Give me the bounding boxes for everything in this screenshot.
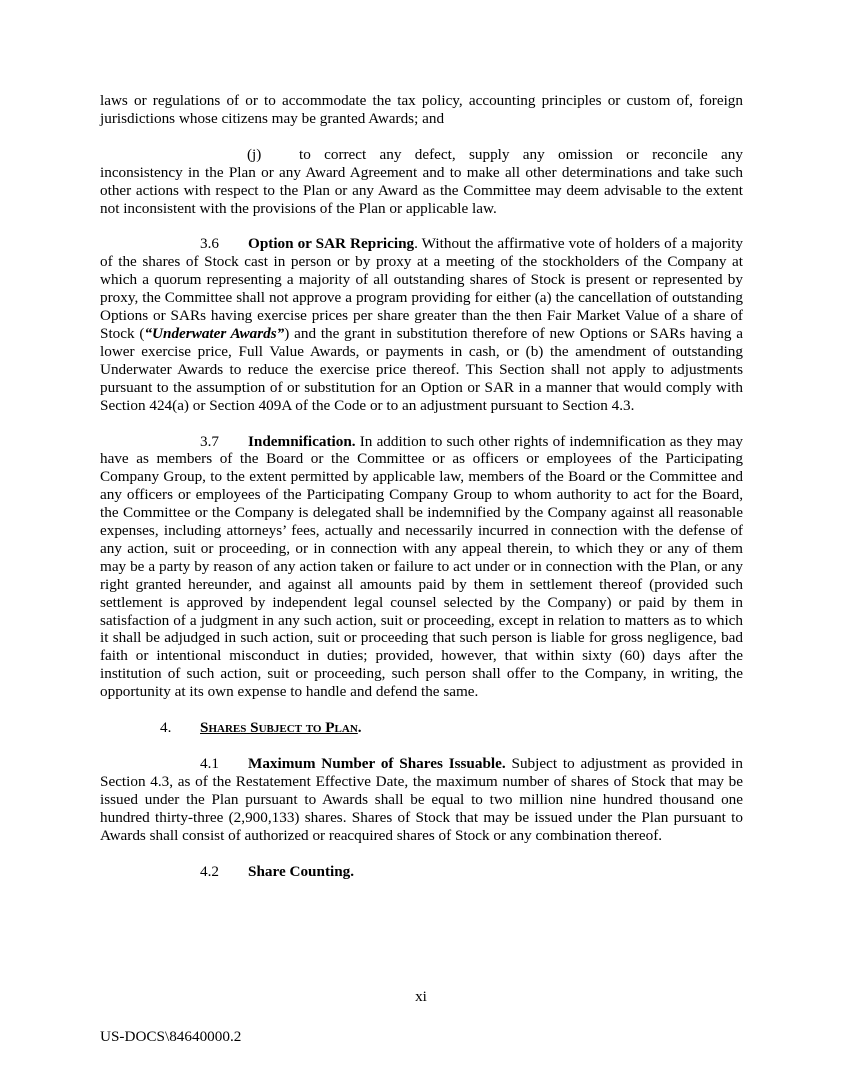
document-page xyxy=(100,92,743,880)
section-title: Indemnification. xyxy=(248,432,356,450)
section-title: Option or SAR Repricing xyxy=(248,235,415,253)
paragraph-text: laws or regulations of or to accommodate the tax policy, accounting principles or custom of, foreign jurisdictions whose citizens may be granted Awards; and xyxy=(100,92,743,127)
document-id: US-DOCS\84640000.2 xyxy=(100,1028,242,1045)
section-title: Shares Subject to Plan xyxy=(200,719,358,737)
defined-term: “Underwater Awards” xyxy=(144,324,285,342)
item-number: (j) xyxy=(247,145,262,163)
section-number: 4.1 xyxy=(200,755,219,772)
section-title: Share Counting. xyxy=(248,862,355,880)
paragraph-continuation xyxy=(100,92,743,128)
section-4-heading xyxy=(100,719,743,737)
section-number: 3.7 xyxy=(200,432,219,450)
section-4-2 xyxy=(100,863,743,881)
section-title: Maximum Number of Shares Issuable. xyxy=(248,755,506,772)
section-number: 3.6 xyxy=(200,235,219,253)
paragraph-text: ) and the grant in substitution therefore of new Options or SARs having a lower exercise price, Full Value Awards, or payments in cash, or (b) the amendment of outstanding Underwater Awards to reduce the exercise price thereof. This Section shall not apply to adjustments pursuant to the assumption of or substitution for an Option or SAR in a manner that would comply with Section 424(a) or Section 409A of the Code or to an adjustment pursuant to Section 4.3. xyxy=(100,324,744,414)
section-number: 4.2 xyxy=(200,862,219,880)
paragraph-text: . Without the affirmative vote of holders of a majority of the shares of Stock cast in person or by proxy at a meeting of the stockholders of the Company at which a quorum representing a majority of all outstanding shares of Stock is present or represented by proxy, the Committee shall not approve a program providing for either (a) the cancellation of outstanding Options or SARs having exercise prices per share greater than the then Fair Market Value of a share of Stock ( xyxy=(100,235,743,342)
paragraph-text: In addition to such other rights of indemnification as they may have as members of the Board or the Committee or as officers or employees of the Participating Company Group, to the extent permitted by applicable law, members of the Board or the Committee and any officers or employees of the Participating Company Group to whom authority to act for the Board, the Committee or the Company is delegated shall be indemnified by the Company against all reasonable expenses, including attorneys’ fees, actually and necessarily incurred in connection with the defense of any action, suit or proceeding, or in connection with any appeal therein, to which they or any of them may be a party by reason of any action taken or failure to act under or in connection with the Plan, or any right granted hereunder, and against all amounts paid by them in settlement thereof (provided such settlement is approved by independent legal counsel selected by the Company) or paid by them in satisfaction of a judgment in any such action, suit or proceeding, except in relation to matters as to which it shall be adjudged in such action, suit or proceeding that such person is liable for gross negligence, bad faith or intentional misconduct in duties; provided, however, that within sixty (60) days after the institution of such action, suit or proceeding, such person shall offer to the Company, in writing, the opportunity at its own expense to handle and defend the same. xyxy=(100,432,743,701)
section-title-period: . xyxy=(357,719,362,737)
page-number: xi xyxy=(415,988,427,1005)
section-3-6 xyxy=(100,235,743,414)
section-4-1 xyxy=(100,755,743,845)
paragraph-text: Subject to adjustment as provided in Section 4.3, as of the Restatement Effective Date, the maximum number of shares of Stock that may be issued under the Plan pursuant to Awards shall be equal to two million nine hundred thousand one hundred thirty-three (2,900,133) shares. Shares of Stock that may be issued under the Plan pursuant to Awards shall consist of authorized or reacquired shares of Stock or any combination thereof. xyxy=(100,755,743,844)
section-3-7 xyxy=(100,433,743,702)
paragraph-text: to correct any defect, supply any omission or reconcile any inconsistency in the Plan or any Award Agreement and to make all other determinations and take such other actions with respect to the Plan or any Award as the Committee may deem advisable to the extent not inconsistent with the provisions of the Plan or applicable law. xyxy=(100,145,743,217)
paragraph-item-j xyxy=(100,146,743,218)
section-number: 4. xyxy=(160,719,172,737)
